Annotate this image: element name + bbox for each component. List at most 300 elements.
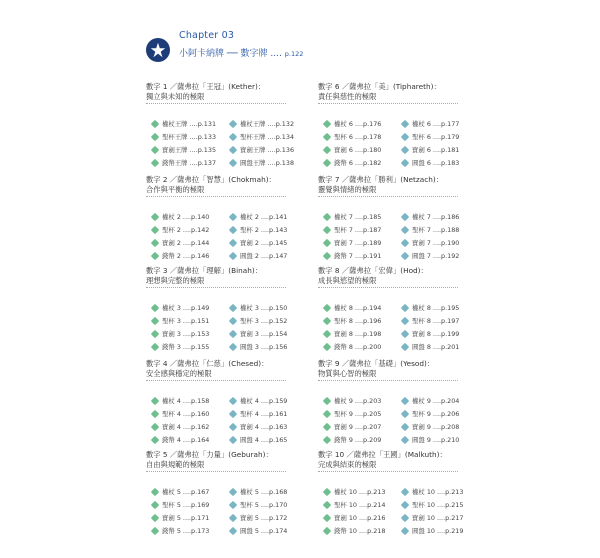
card-entry-text: 錢幣 6 ....p.182: [334, 159, 382, 167]
teal-diamond-icon: [229, 238, 237, 246]
section-title: 數字 3 ／薩弗拉「理解」(Binah)：: [146, 266, 262, 275]
card-entry-text: 寶劍 7 ....p.189: [334, 239, 382, 247]
card-entry: [230, 327, 315, 340]
card-entry-text: 權杖 4 ....p.158: [162, 397, 210, 405]
card-entry: [324, 498, 409, 511]
teal-diamond-icon: [229, 329, 237, 337]
card-entry: [402, 485, 487, 498]
card-entry-text: 錢幣 4 ....p.164: [162, 436, 210, 444]
teal-diamond-icon: [401, 329, 409, 337]
teal-diamond-icon: [401, 238, 409, 246]
card-entry-text: 寶劍 8 ....p.198: [334, 330, 382, 338]
card-entry: [152, 394, 237, 407]
section-subtitle: 自由與規範的極限: [146, 460, 205, 469]
card-entry-text: 錢幣 7 ....p.191: [334, 252, 382, 260]
card-entry: [402, 236, 487, 249]
card-entry-text: 寶劍 2 ....p.145: [240, 239, 288, 247]
card-entry: [402, 394, 487, 407]
card-row: [324, 143, 494, 156]
card-entry-text: 權杖王牌 ....p.131: [162, 120, 217, 128]
card-entry: [230, 394, 315, 407]
card-entry-text: 錢幣王牌 ....p.137: [162, 159, 217, 167]
card-entry-text: 聖杯 3 ....p.152: [240, 317, 288, 325]
green-diamond-icon: [151, 212, 159, 220]
card-entry: [402, 223, 487, 236]
card-entry-text: 圓盤王牌 ....p.138: [240, 159, 295, 167]
teal-diamond-icon: [229, 251, 237, 259]
card-entry: [230, 498, 315, 511]
teal-diamond-icon: [401, 435, 409, 443]
green-diamond-icon: [323, 132, 331, 140]
green-diamond-icon: [151, 225, 159, 233]
card-entry-text: 權杖 3 ....p.150: [240, 304, 288, 312]
card-entry-text: 錢幣 9 ....p.209: [334, 436, 382, 444]
card-list: [152, 301, 322, 353]
green-diamond-icon: [323, 303, 331, 311]
section-subtitle: 責任與慈性的極限: [318, 92, 377, 101]
card-entry: [324, 433, 409, 446]
teal-diamond-icon: [401, 119, 409, 127]
green-diamond-icon: [323, 342, 331, 350]
section: [146, 175, 316, 260]
section-subtitle: 靈覺與情緒的極限: [318, 185, 377, 194]
card-entry-text: 寶劍 8 ....p.199: [412, 330, 460, 338]
card-entry: [152, 130, 237, 143]
teal-diamond-icon: [229, 396, 237, 404]
card-entry-text: 聖杯王牌 ....p.133: [162, 133, 217, 141]
teal-diamond-icon: [401, 251, 409, 259]
card-entry: [324, 511, 409, 524]
card-entry-text: 權杖 9 ....p.204: [412, 397, 460, 405]
card-entry: [152, 485, 237, 498]
card-entry: [402, 210, 487, 223]
teal-diamond-icon: [229, 158, 237, 166]
card-entry-text: 寶劍 9 ....p.207: [334, 423, 382, 431]
green-diamond-icon: [323, 212, 331, 220]
card-entry-text: 圓盤 4 ....p.165: [240, 436, 288, 444]
green-diamond-icon: [323, 145, 331, 153]
section-title: 數字 5 ／薩弗拉「力量」(Geburah)：: [146, 450, 273, 459]
green-diamond-icon: [151, 119, 159, 127]
card-entry: [152, 301, 237, 314]
card-entry-text: 權杖 2 ....p.140: [162, 213, 210, 221]
card-entry-text: 權杖 9 ....p.203: [334, 397, 382, 405]
teal-diamond-icon: [229, 500, 237, 508]
green-diamond-icon: [151, 435, 159, 443]
teal-diamond-icon: [229, 409, 237, 417]
green-diamond-icon: [323, 316, 331, 324]
card-entry: [230, 210, 315, 223]
card-list: [324, 394, 494, 446]
card-entry-text: 寶劍 5 ....p.171: [162, 514, 210, 522]
green-diamond-icon: [323, 526, 331, 534]
card-entry: [152, 327, 237, 340]
green-diamond-icon: [323, 251, 331, 259]
teal-diamond-icon: [401, 500, 409, 508]
card-entry: [402, 498, 487, 511]
card-row: [152, 498, 322, 511]
card-entry-text: 圓盤 8 ....p.201: [412, 343, 460, 351]
card-entry: [402, 433, 487, 446]
green-diamond-icon: [323, 500, 331, 508]
card-entry: [152, 433, 237, 446]
teal-diamond-icon: [401, 316, 409, 324]
teal-diamond-icon: [401, 303, 409, 311]
card-entry: [152, 420, 237, 433]
card-row: [152, 420, 322, 433]
card-row: [324, 420, 494, 433]
section-title: 數字 8 ／薩弗拉「宏偉」(Hod)：: [318, 266, 428, 275]
section: [318, 450, 488, 535]
teal-diamond-icon: [229, 119, 237, 127]
card-entry: [152, 210, 237, 223]
card-row: [152, 407, 322, 420]
card-entry: [402, 314, 487, 327]
card-entry-text: 聖杯 7 ....p.188: [412, 226, 460, 234]
section-subtitle: 安全感與穩定的極限: [146, 369, 212, 378]
card-entry: [152, 143, 237, 156]
card-entry: [402, 407, 487, 420]
green-diamond-icon: [323, 238, 331, 246]
section-title: 數字 10 ／薩弗拉「王國」(Malkuth)：: [318, 450, 447, 459]
card-entry: [324, 143, 409, 156]
teal-diamond-icon: [401, 158, 409, 166]
section-subtitle: 合作與平衡的極限: [146, 185, 205, 194]
card-entry: [402, 156, 487, 169]
card-entry: [324, 117, 409, 130]
card-entry-text: 聖杯 9 ....p.205: [334, 410, 382, 418]
section-divider: [146, 471, 286, 472]
card-entry: [230, 485, 315, 498]
card-row: [152, 143, 322, 156]
card-row: [152, 511, 322, 524]
card-row: [324, 236, 494, 249]
chapter-label: Chapter 03: [179, 30, 235, 41]
section-subtitle: 成長與慾望的極限: [318, 276, 377, 285]
teal-diamond-icon: [229, 435, 237, 443]
card-entry: [324, 223, 409, 236]
section-title: 數字 1 ／薩弗拉「王冠」(Kether)：: [146, 82, 266, 91]
teal-diamond-icon: [229, 303, 237, 311]
card-row: [152, 249, 322, 262]
card-row: [152, 340, 322, 353]
green-diamond-icon: [323, 435, 331, 443]
card-entry-text: 寶劍 5 ....p.172: [240, 514, 288, 522]
card-row: [152, 485, 322, 498]
section: [146, 266, 316, 351]
card-entry-text: 寶劍 6 ....p.181: [412, 146, 460, 154]
card-entry-text: 聖杯 8 ....p.197: [412, 317, 460, 325]
section-divider: [318, 196, 458, 197]
card-entry-text: 寶劍 10 ....p.217: [412, 514, 464, 522]
card-list: [324, 301, 494, 353]
card-entry: [152, 524, 237, 537]
card-row: [324, 327, 494, 340]
teal-diamond-icon: [401, 132, 409, 140]
section-title: 數字 9 ／薩弗拉「基礎」(Yesod)：: [318, 359, 435, 368]
green-diamond-icon: [323, 119, 331, 127]
section: [318, 359, 488, 444]
section-subtitle: 獨立與未知的極限: [146, 92, 205, 101]
card-entry-text: 寶劍 3 ....p.154: [240, 330, 288, 338]
teal-diamond-icon: [401, 225, 409, 233]
card-entry: [324, 249, 409, 262]
card-list: [324, 210, 494, 262]
teal-diamond-icon: [229, 145, 237, 153]
card-entry: [230, 143, 315, 156]
section-subtitle: 物質與心智的極限: [318, 369, 377, 378]
card-entry-text: 權杖 2 ....p.141: [240, 213, 288, 221]
card-entry-text: 權杖 8 ....p.195: [412, 304, 460, 312]
card-entry: [230, 511, 315, 524]
card-row: [324, 314, 494, 327]
green-diamond-icon: [323, 396, 331, 404]
teal-diamond-icon: [401, 396, 409, 404]
card-row: [324, 340, 494, 353]
card-list: [152, 485, 322, 537]
section-subtitle: 完成與結束的極限: [318, 460, 377, 469]
card-entry: [230, 249, 315, 262]
card-entry-text: 權杖 5 ....p.168: [240, 488, 288, 496]
section-subtitle: 理想與完整的極限: [146, 276, 205, 285]
card-entry: [230, 236, 315, 249]
card-row: [152, 223, 322, 236]
card-entry-text: 權杖 3 ....p.149: [162, 304, 210, 312]
teal-diamond-icon: [401, 342, 409, 350]
card-entry-text: 權杖 6 ....p.176: [334, 120, 382, 128]
card-entry-text: 權杖 7 ....p.185: [334, 213, 382, 221]
teal-diamond-icon: [229, 342, 237, 350]
card-list: [152, 394, 322, 446]
teal-diamond-icon: [229, 132, 237, 140]
card-entry-text: 錢幣 5 ....p.173: [162, 527, 210, 535]
card-entry-text: 聖杯 5 ....p.169: [162, 501, 210, 509]
card-entry: [402, 511, 487, 524]
card-entry: [324, 236, 409, 249]
card-entry: [230, 223, 315, 236]
teal-diamond-icon: [401, 513, 409, 521]
card-entry-text: 聖杯 6 ....p.178: [334, 133, 382, 141]
card-entry: [402, 327, 487, 340]
chapter-subtitle-page: p.122: [284, 50, 304, 58]
green-diamond-icon: [323, 513, 331, 521]
card-entry-text: 聖杯 8 ....p.196: [334, 317, 382, 325]
green-diamond-icon: [151, 238, 159, 246]
section: [146, 82, 316, 167]
section-title: 數字 2 ／薩弗拉「智慧」(Chokmah)：: [146, 175, 276, 184]
section: [146, 450, 316, 535]
teal-diamond-icon: [229, 316, 237, 324]
card-entry-text: 寶劍王牌 ....p.135: [162, 146, 217, 154]
teal-diamond-icon: [401, 487, 409, 495]
card-entry: [152, 498, 237, 511]
card-entry-text: 聖杯 5 ....p.170: [240, 501, 288, 509]
card-entry-text: 聖杯王牌 ....p.134: [240, 133, 295, 141]
card-entry-text: 寶劍王牌 ....p.136: [240, 146, 295, 154]
card-entry-text: 錢幣 8 ....p.200: [334, 343, 382, 351]
section: [318, 82, 488, 167]
card-row: [324, 156, 494, 169]
card-row: [152, 314, 322, 327]
card-row: [152, 130, 322, 143]
card-row: [324, 130, 494, 143]
card-row: [324, 407, 494, 420]
card-row: [324, 485, 494, 498]
card-row: [324, 433, 494, 446]
card-entry-text: 圓盤 5 ....p.174: [240, 527, 288, 535]
card-entry-text: 圓盤 7 ....p.192: [412, 252, 460, 260]
card-entry: [152, 407, 237, 420]
section-divider: [146, 103, 286, 104]
card-row: [152, 433, 322, 446]
section: [146, 359, 316, 444]
teal-diamond-icon: [229, 487, 237, 495]
green-diamond-icon: [151, 513, 159, 521]
card-entry: [324, 314, 409, 327]
green-diamond-icon: [151, 342, 159, 350]
card-list: [152, 117, 322, 169]
card-entry: [230, 314, 315, 327]
card-entry-text: 寶劍 6 ....p.180: [334, 146, 382, 154]
card-entry-text: 聖杯 2 ....p.142: [162, 226, 210, 234]
card-entry-text: 聖杯 2 ....p.143: [240, 226, 288, 234]
card-entry-text: 圓盤 6 ....p.183: [412, 159, 460, 167]
section-title: 數字 4 ／薩弗拉「仁慈」(Chesed)：: [146, 359, 269, 368]
green-diamond-icon: [323, 409, 331, 417]
section-divider: [318, 103, 458, 104]
card-entry-text: 錢幣 3 ....p.155: [162, 343, 210, 351]
card-entry: [230, 301, 315, 314]
card-entry-text: 錢幣 2 ....p.146: [162, 252, 210, 260]
teal-diamond-icon: [401, 526, 409, 534]
green-diamond-icon: [151, 526, 159, 534]
card-entry: [324, 156, 409, 169]
card-entry-text: 權杖 5 ....p.167: [162, 488, 210, 496]
card-list: [324, 117, 494, 169]
card-entry-text: 聖杯 7 ....p.187: [334, 226, 382, 234]
card-entry-text: 權杖 4 ....p.159: [240, 397, 288, 405]
card-entry-text: 聖杯 9 ....p.206: [412, 410, 460, 418]
card-entry-text: 權杖王牌 ....p.132: [240, 120, 295, 128]
card-row: [324, 301, 494, 314]
card-entry: [402, 249, 487, 262]
card-entry-text: 聖杯 6 ....p.179: [412, 133, 460, 141]
star-emblem-icon: [146, 38, 170, 62]
card-row: [152, 156, 322, 169]
section-divider: [146, 287, 286, 288]
card-entry: [324, 301, 409, 314]
green-diamond-icon: [323, 158, 331, 166]
teal-diamond-icon: [401, 145, 409, 153]
card-entry: [324, 407, 409, 420]
green-diamond-icon: [151, 487, 159, 495]
card-entry: [324, 210, 409, 223]
card-entry: [152, 340, 237, 353]
teal-diamond-icon: [401, 212, 409, 220]
card-entry: [324, 524, 409, 537]
section-divider: [318, 471, 458, 472]
section-divider: [318, 287, 458, 288]
green-diamond-icon: [151, 303, 159, 311]
card-entry: [230, 524, 315, 537]
section-title: 數字 7 ／薩弗拉「勝利」(Netzach)：: [318, 175, 443, 184]
green-diamond-icon: [151, 132, 159, 140]
card-entry: [324, 340, 409, 353]
card-row: [152, 301, 322, 314]
green-diamond-icon: [151, 396, 159, 404]
card-entry: [324, 394, 409, 407]
card-row: [324, 498, 494, 511]
card-row: [324, 249, 494, 262]
teal-diamond-icon: [229, 212, 237, 220]
card-entry: [230, 156, 315, 169]
green-diamond-icon: [151, 316, 159, 324]
card-entry: [402, 301, 487, 314]
card-entry: [230, 420, 315, 433]
chapter-subtitle-text: 小阿卡納牌 ── 數字牌 ....: [179, 49, 282, 59]
card-entry-text: 權杖 6 ....p.177: [412, 120, 460, 128]
teal-diamond-icon: [229, 422, 237, 430]
card-entry-text: 寶劍 2 ....p.144: [162, 239, 210, 247]
green-diamond-icon: [151, 251, 159, 259]
card-entry-text: 權杖 10 ....p.213: [334, 488, 386, 496]
green-diamond-icon: [323, 487, 331, 495]
card-entry-text: 圓盤 10 ....p.219: [412, 527, 464, 535]
card-entry: [324, 327, 409, 340]
chapter-subtitle: [179, 46, 303, 59]
card-entry: [324, 420, 409, 433]
teal-diamond-icon: [401, 409, 409, 417]
card-entry: [230, 117, 315, 130]
card-row: [152, 327, 322, 340]
card-entry: [152, 236, 237, 249]
section: [318, 266, 488, 351]
card-entry-text: 聖杯 10 ....p.214: [334, 501, 386, 509]
teal-diamond-icon: [229, 513, 237, 521]
card-entry-text: 權杖 7 ....p.186: [412, 213, 460, 221]
green-diamond-icon: [323, 422, 331, 430]
card-entry-text: 圓盤 3 ....p.156: [240, 343, 288, 351]
teal-diamond-icon: [229, 526, 237, 534]
card-entry-text: 錢幣 10 ....p.218: [334, 527, 386, 535]
card-row: [324, 511, 494, 524]
card-entry: [324, 485, 409, 498]
card-entry: [402, 420, 487, 433]
card-entry-text: 寶劍 10 ....p.216: [334, 514, 386, 522]
teal-diamond-icon: [401, 422, 409, 430]
card-row: [152, 117, 322, 130]
card-entry: [230, 130, 315, 143]
chapter-header: [146, 30, 466, 64]
card-entry: [324, 130, 409, 143]
card-row: [324, 524, 494, 537]
card-entry: [152, 156, 237, 169]
card-list: [324, 485, 494, 537]
card-entry-text: 寶劍 7 ....p.190: [412, 239, 460, 247]
card-entry-text: 寶劍 3 ....p.153: [162, 330, 210, 338]
card-list: [152, 210, 322, 262]
card-entry-text: 聖杯 4 ....p.160: [162, 410, 210, 418]
card-row: [152, 210, 322, 223]
card-entry-text: 寶劍 4 ....p.163: [240, 423, 288, 431]
card-entry-text: 圓盤 2 ....p.147: [240, 252, 288, 260]
green-diamond-icon: [323, 329, 331, 337]
card-entry: [152, 314, 237, 327]
card-entry-text: 權杖 10 ....p.213: [412, 488, 464, 496]
section: [318, 175, 488, 260]
card-entry: [402, 524, 487, 537]
card-entry-text: 權杖 8 ....p.194: [334, 304, 382, 312]
